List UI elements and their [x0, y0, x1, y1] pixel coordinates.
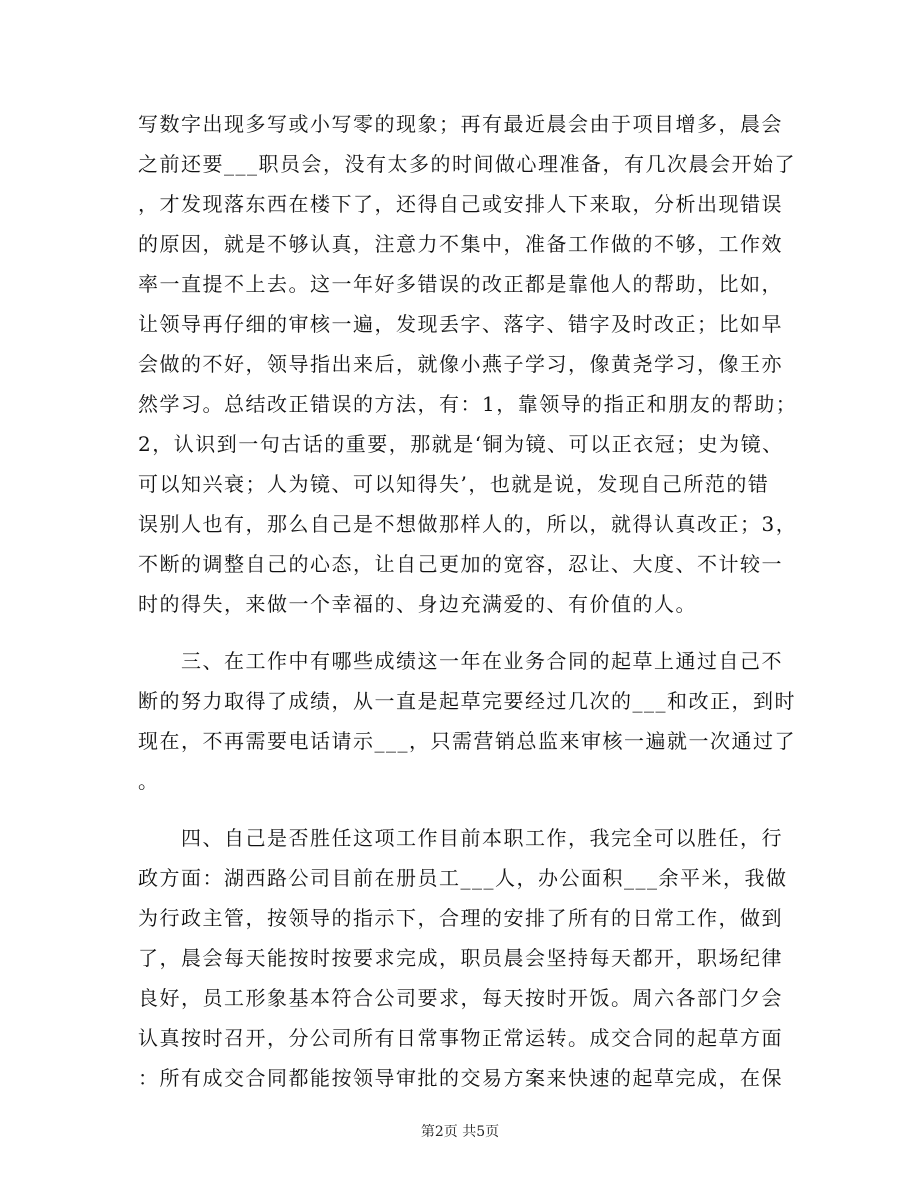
- text-line-7: 会做的不好，领导指出来后，就像小燕子学习，像黄尧学习，像王亦: [138, 352, 783, 376]
- text-line-20: 为行政主管，按领导的指示下，合理的安排了所有的日常工作，做到: [138, 906, 783, 930]
- text-line-9: 2，认识到一句古话的重要，那就是‘铜为镜、可以正衣冠；史为镜、: [138, 432, 784, 456]
- text-line-4: 的原因，就是不够认真，注意力不集中，准备工作做的不够，工作效: [138, 232, 783, 256]
- text-line-22: 良好，员工形象基本符合公司要求，每天按时开饭。周六各部门夕会: [138, 986, 783, 1010]
- text-line-8: 然学习。总结改正错误的方法，有：1，靠领导的指正和朋友的帮助；: [138, 392, 798, 416]
- page-footer: [0, 1122, 920, 1142]
- text-line-1: 写数字出现多写或小写零的现象；再有最近晨会由于项目增多，晨会: [138, 112, 783, 136]
- text-line-14: 三、在工作中有哪些成绩这一年在业务合同的起草上通过自己不: [138, 649, 783, 673]
- text-line-23: 认真按时召开，分公司所有日常事物正常运转。成交合同的起草方面: [138, 1026, 783, 1050]
- page-number: 第2页 共5页: [420, 1124, 500, 1140]
- text-line-19: 政方面：湖西路公司目前在册员工___人，办公面积___余平米，我做: [138, 866, 788, 890]
- text-line-17: 。: [138, 769, 160, 793]
- text-line-10: 可以知兴衰；人为镜、可以知得失’，也就是说，发现自己所范的错: [138, 472, 770, 496]
- text-line-11: 误别人也有，那么自己是不想做那样人的，所以，就得认真改正；3，: [138, 512, 798, 536]
- text-line-24: ：所有成交合同都能按领导审批的交易方案来快速的起草完成，在保: [138, 1066, 783, 1090]
- text-line-18: 四、自己是否胜任这项工作目前本职工作，我完全可以胜任，行: [138, 826, 783, 850]
- paragraph-gap: [138, 624, 778, 641]
- text-line-2: 之前还要___职员会，没有太多的时间做心理准备，有几次晨会开始了: [138, 152, 796, 176]
- text-line-15: 断的努力取得了成绩，从一直是起草完要经过几次的___和改正，到时: [138, 689, 796, 713]
- paragraph-gap: [138, 801, 778, 818]
- text-line-3: ，才发现落东西在楼下了，还得自己或安排人下来取，分析出现错误: [138, 192, 783, 216]
- text-line-6: 让领导再仔细的审核一遍，发现丢字、落字、错字及时改正；比如早: [138, 312, 783, 336]
- document-body: [138, 104, 798, 1098]
- text-line-12: 不断的调整自己的心态，让自己更加的宽容，忍让、大度、不计较一: [138, 552, 783, 576]
- text-line-5: 率一直提不上去。这一年好多错误的改正都是靠他人的帮助，比如，: [138, 272, 783, 296]
- text-line-16: 现在，不再需要电话请示___，只需营销总监来审核一遍就一次通过了: [138, 729, 796, 753]
- text-line-21: 了，晨会每天能按时按要求完成，职员晨会坚持每天都开，职场纪律: [138, 946, 783, 970]
- text-line-13: 时的得失，来做一个幸福的、身边充满爱的、有价值的人。: [138, 592, 697, 616]
